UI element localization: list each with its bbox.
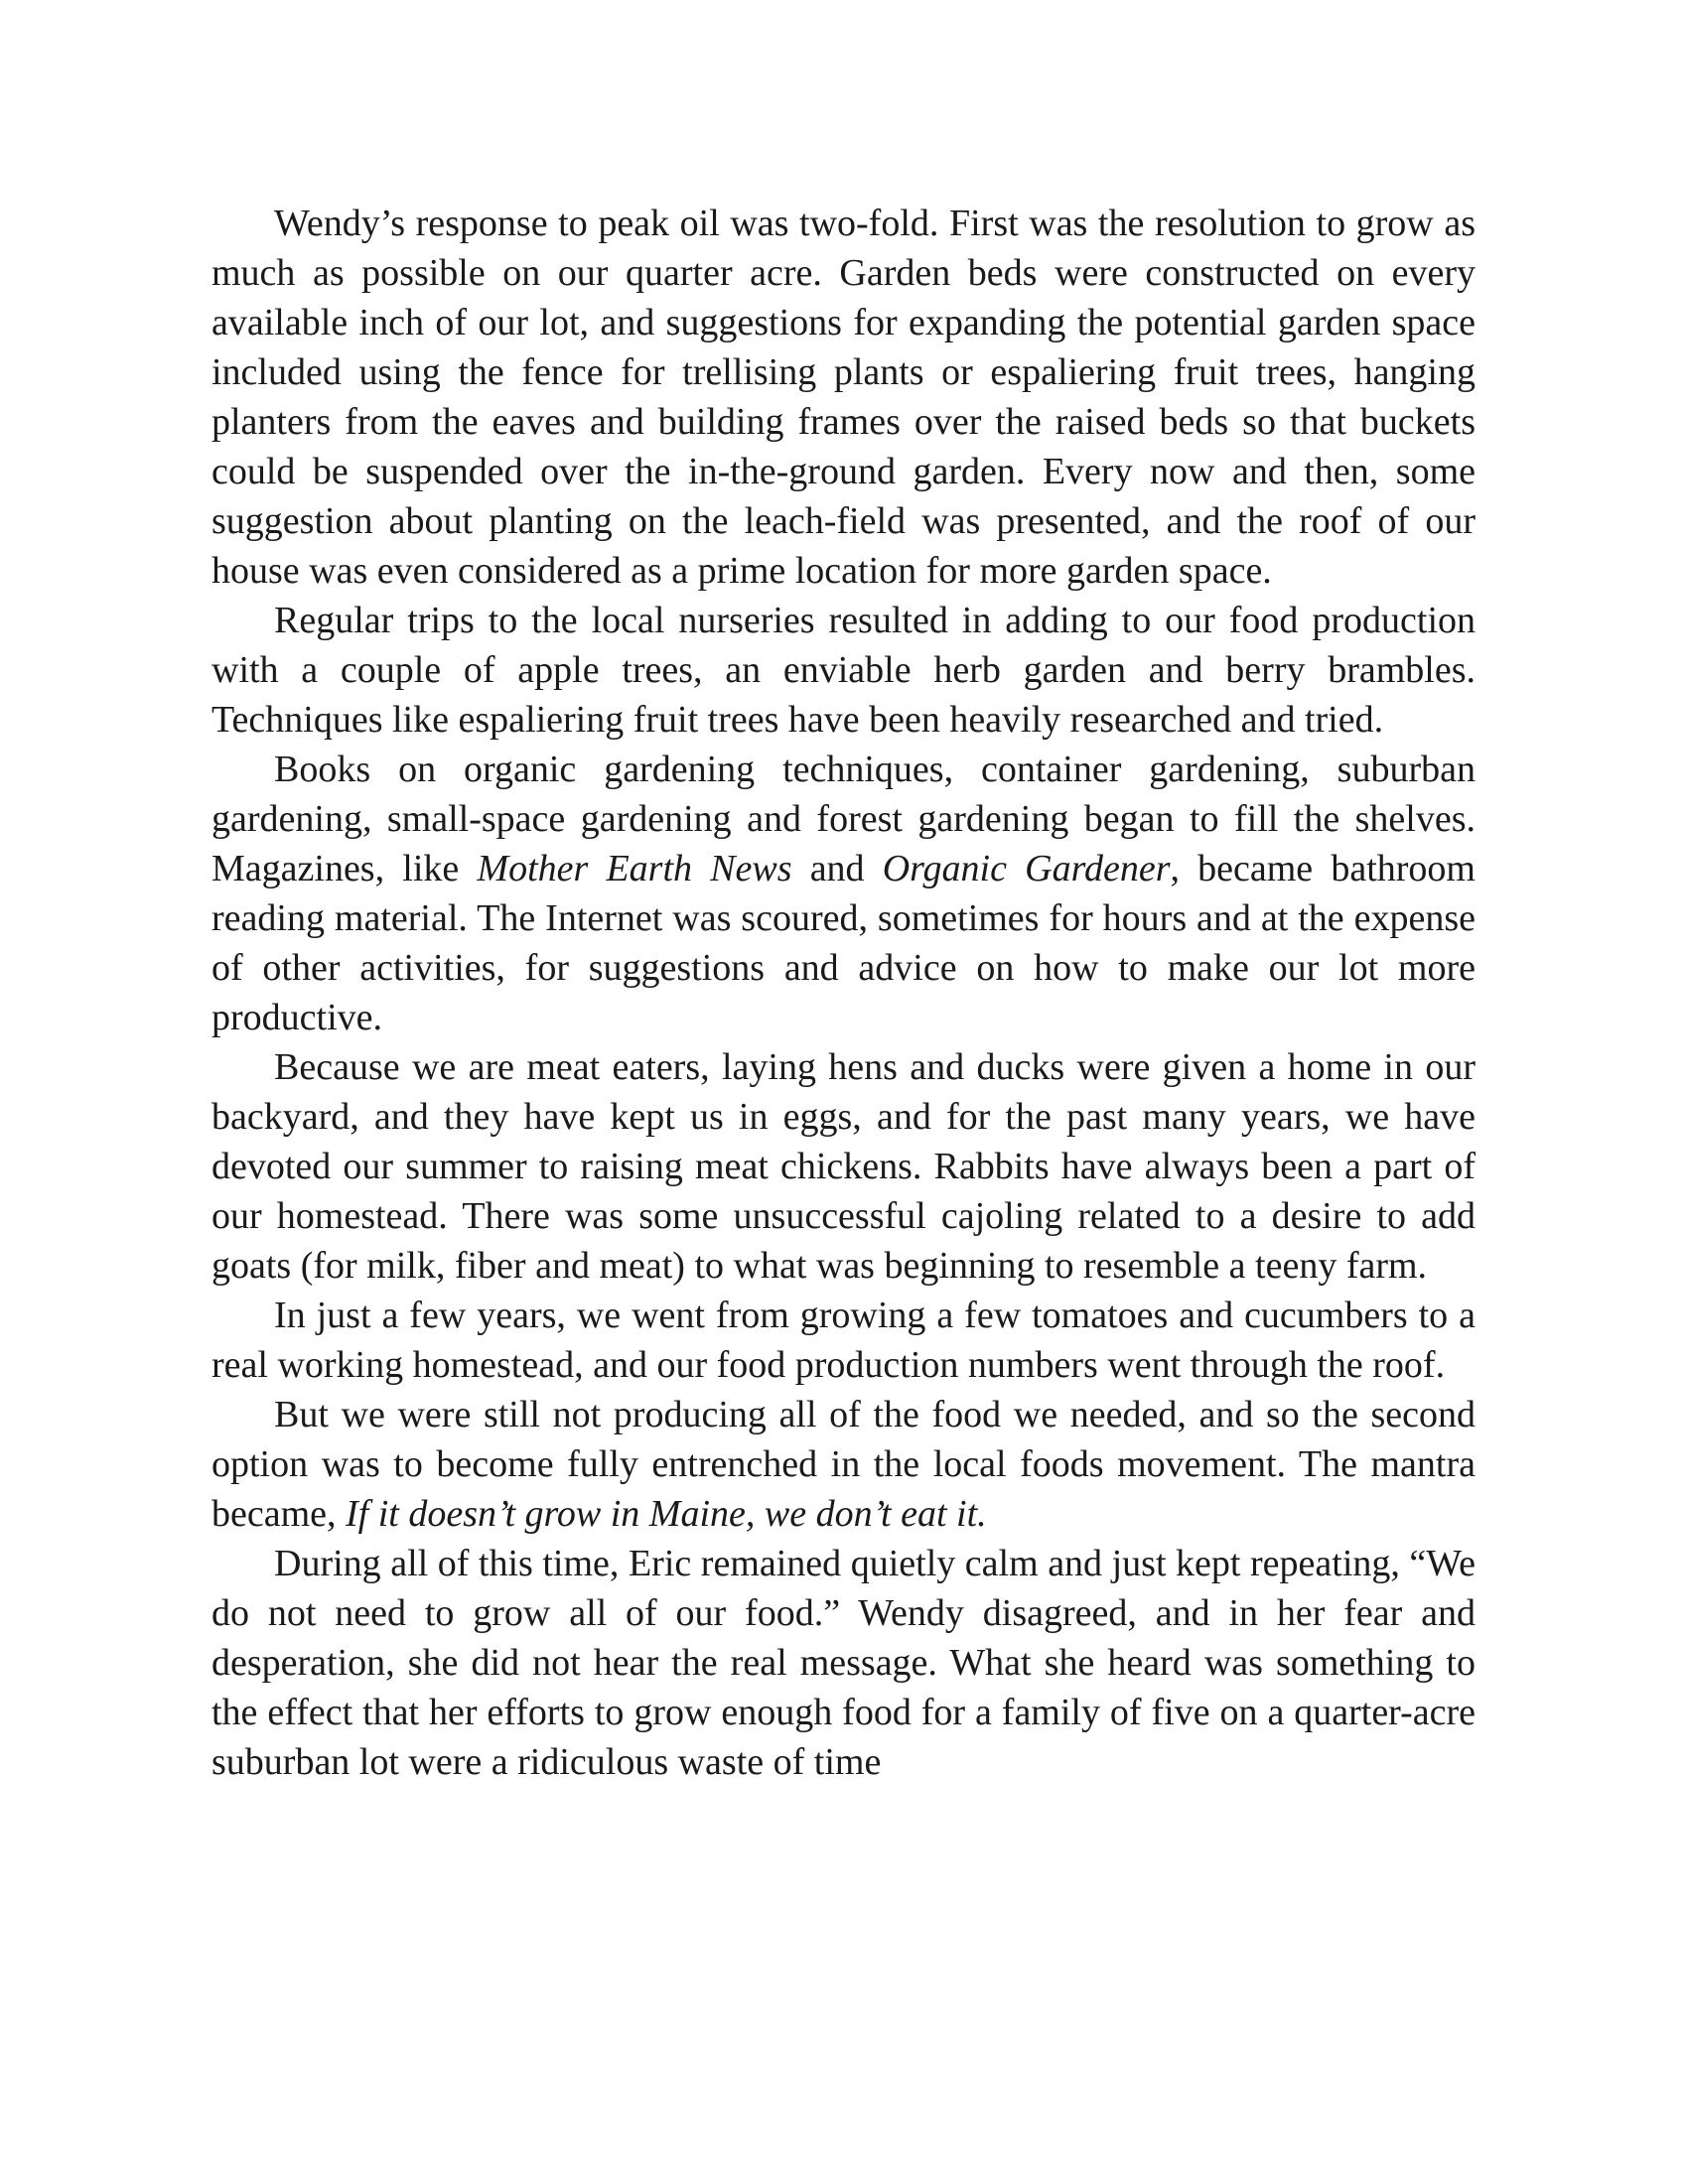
paragraph-text: Regular trips to the local nurseries resulted in adding to our food production with a couple of apple trees, an enviable herb garden and berry brambles. Techniques like espaliering fruit trees have been heavily researched and tried. xyxy=(211,600,1476,741)
paragraph-text: In just a few years, we went from growing a few tomatoes and cucumbers to a real working homestead, and our food production numbers went through the roof. xyxy=(211,1295,1476,1386)
paragraph-nursery-trips xyxy=(211,596,1476,745)
paragraph-text: Because we are meat eaters, laying hens and ducks were given a home in our backyard, and they have kept us in eggs, and for the past many years, we have devoted our summer to raising meat chickens. Rabbits have always been a part of our homestead. There was some unsuccessful cajoling related to a desire to add goats (for milk, fiber and meat) to what was beginning to resemble a teeny farm. xyxy=(211,1046,1476,1287)
paragraph-text: , became bathroom reading material. The Internet was scoured, sometimes for hours and at the expense of other activities, for suggestions and advice on how to make our lot more productive. xyxy=(211,848,1476,1038)
paragraph-text: Books on organic gardening techniques, container gardening, suburban gardening, small-space gardening and forest gardening began to fill the shelves. Magazines, like xyxy=(211,749,1476,889)
paragraph-homestead-growth xyxy=(211,1291,1476,1390)
magazine-title-organic-gardener: Organic Gardener xyxy=(882,848,1171,889)
paragraph-text: During all of this time, Eric remained quietly calm and just kept repeating, “We do not need to grow all of our food.” Wendy disagreed, and in her fear and desperation, she did not hear the real message. What she heard was something to the effect that her efforts to grow enough food for a family of five on a quarter-acre suburban lot were a ridiculous waste of time xyxy=(211,1543,1476,1783)
paragraph-livestock xyxy=(211,1042,1476,1291)
paragraph-text: But we were still not producing all of the food we needed, and so the second option was to become fully entrenched in the local foods movement. The mantra became, xyxy=(211,1394,1476,1535)
paragraph-text: and xyxy=(791,848,883,889)
paragraph-gardening-books xyxy=(211,745,1476,1042)
mantra-quote: If it doesn’t grow in Maine, we don’t eat it. xyxy=(346,1493,987,1535)
magazine-title-mother-earth-news: Mother Earth News xyxy=(477,848,792,889)
paragraph-local-foods xyxy=(211,1390,1476,1539)
paragraph-eric-response xyxy=(211,1539,1476,1787)
page-body xyxy=(211,199,1476,1787)
paragraph-text: Wendy’s response to peak oil was two-fold. First was the resolution to grow as much as possible on our quarter acre. Garden beds were constructed on every available inch of our lot, and suggestions for expanding the potential garden space included using the fence for trellising plants or espaliering fruit trees, hanging planters from the eaves and building frames over the raised beds so that buckets could be suspended over the in-the-ground garden. Every now and then, some suggestion about planting on the leach-field was presented, and the roof of our house was even considered as a prime location for more garden space. xyxy=(211,203,1476,592)
paragraph-peak-oil-response xyxy=(211,199,1476,596)
